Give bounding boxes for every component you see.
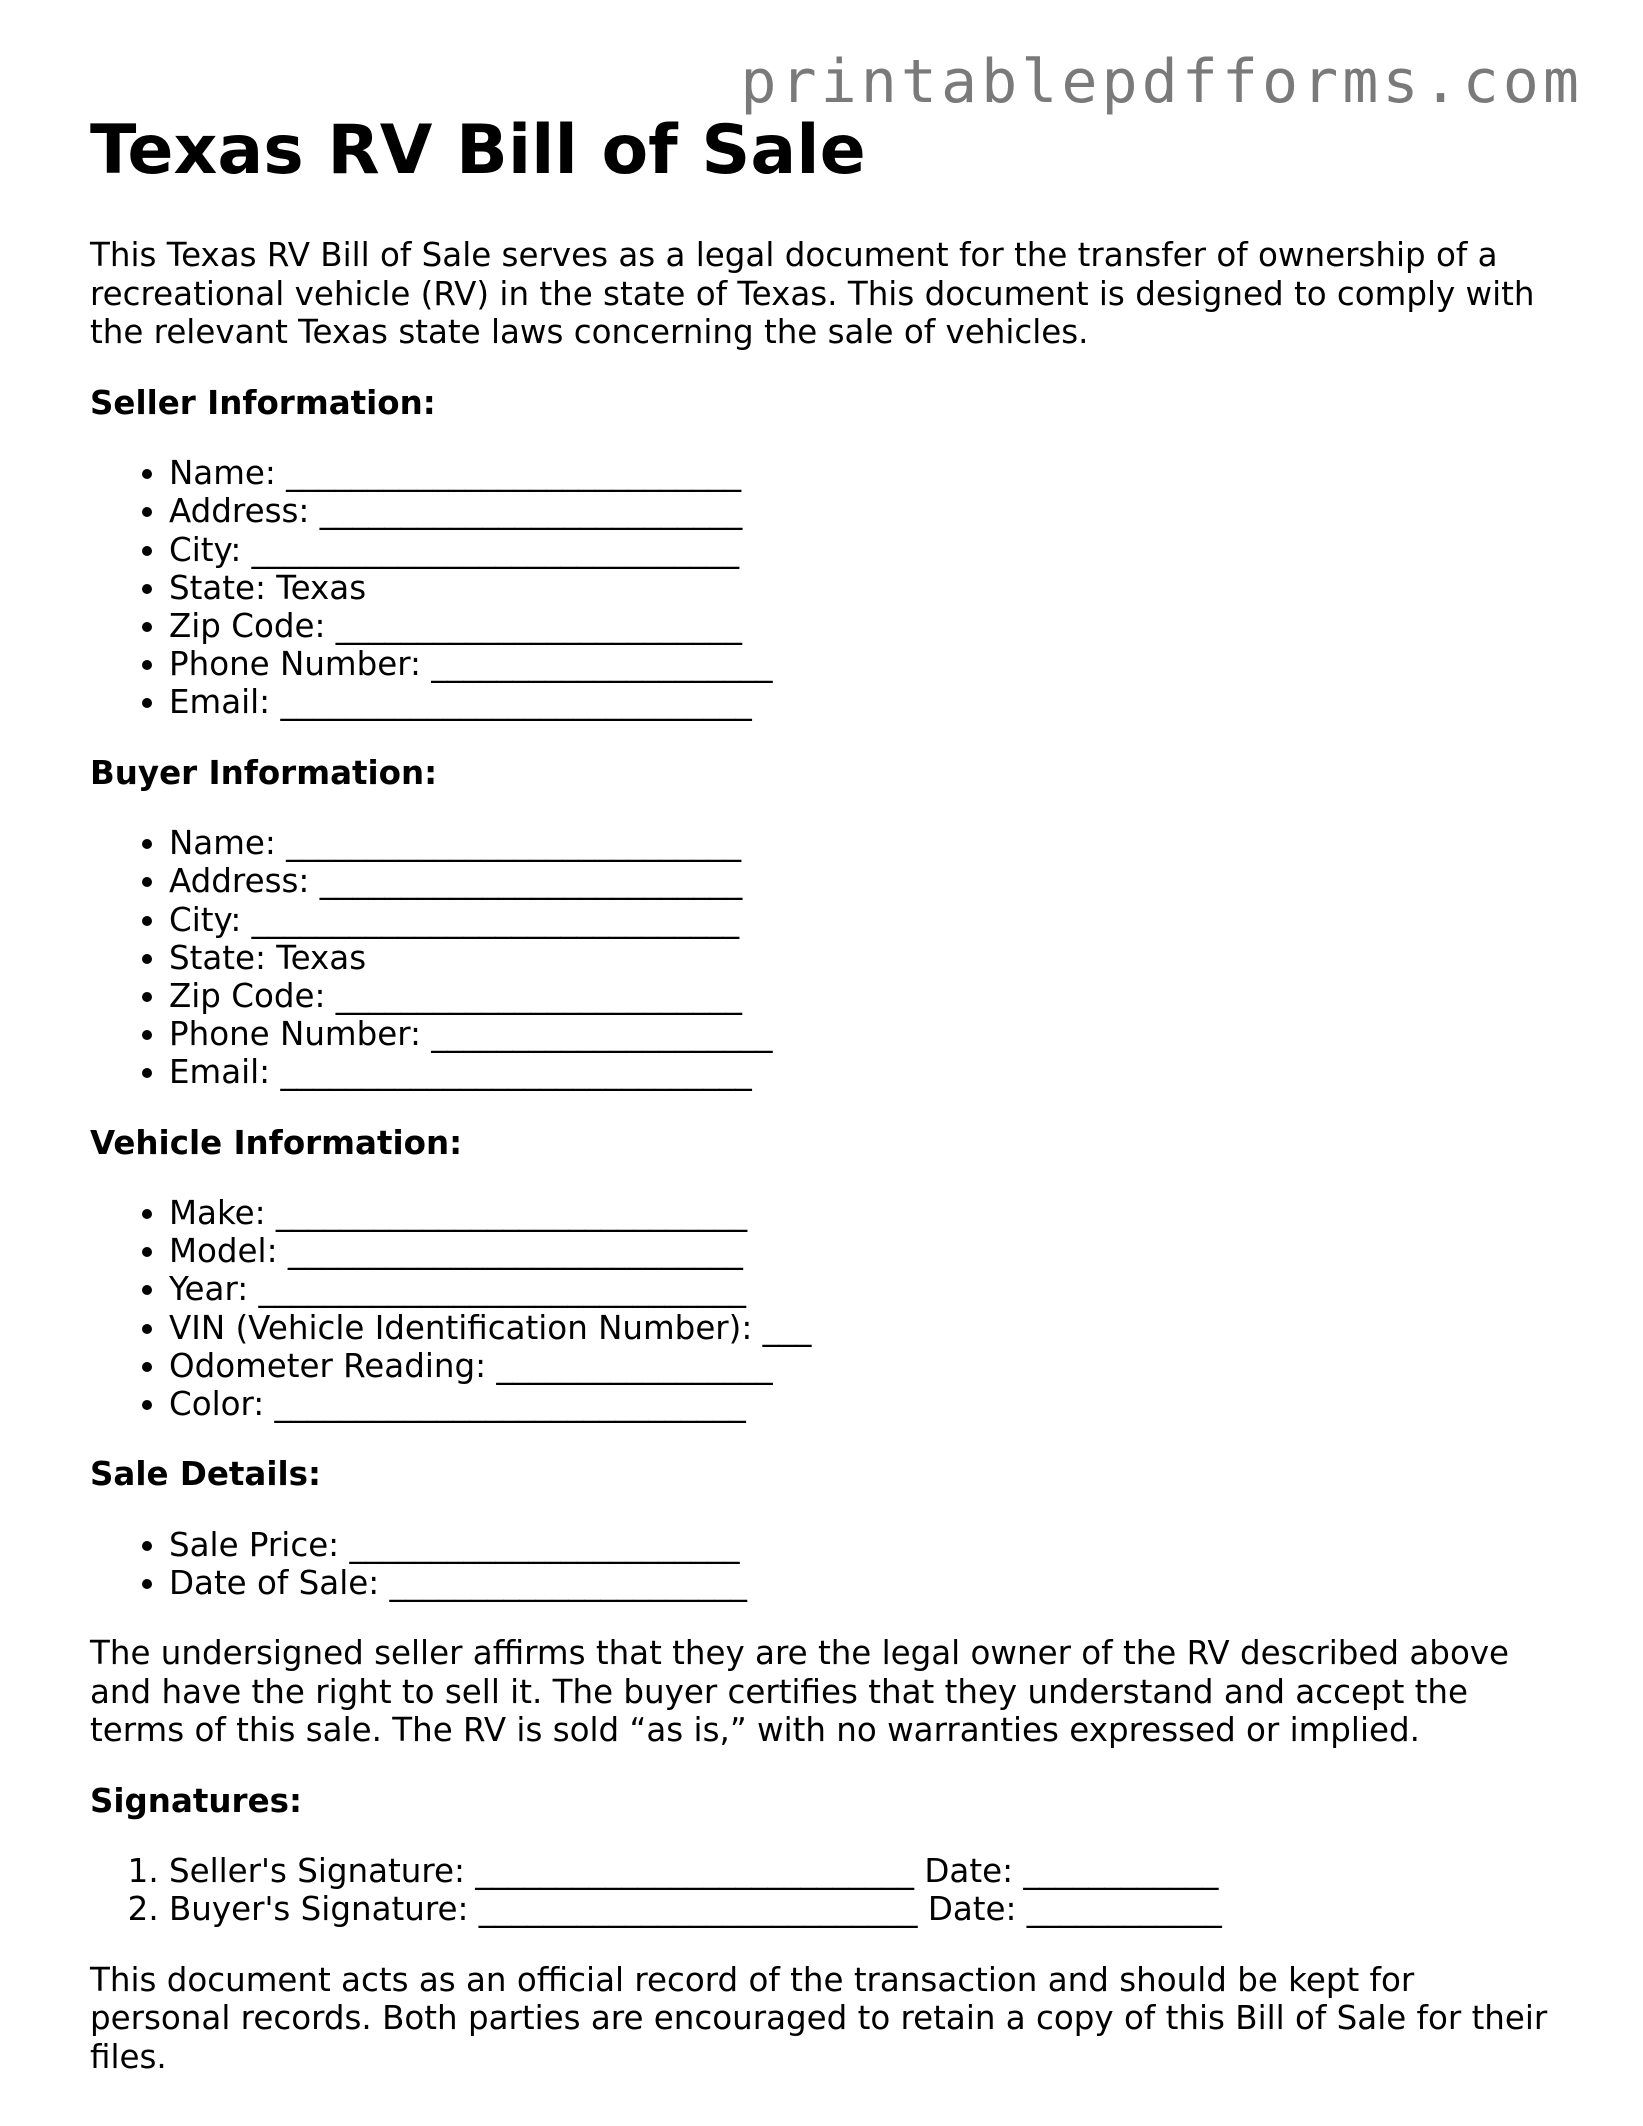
sale-date-field: • Date of Sale: ______________________ bbox=[169, 1564, 1560, 1602]
vehicle-vin-field: • VIN (Vehicle Identification Number): ___ bbox=[169, 1309, 1560, 1347]
vehicle-model-field: • Model: ____________________________ bbox=[169, 1232, 1560, 1270]
buyer-state-field: • State: Texas bbox=[169, 939, 1560, 977]
buyer-email-field: • Email: _____________________________ bbox=[169, 1053, 1560, 1091]
seller-zip-field: • Zip Code: _________________________ bbox=[169, 607, 1560, 645]
seller-name-field: • Name: ____________________________ bbox=[169, 454, 1560, 492]
seller-city-field: • City: ______________________________ bbox=[169, 531, 1560, 569]
buyer-address-field: • Address: __________________________ bbox=[169, 862, 1560, 900]
sale-list bbox=[90, 1526, 1560, 1602]
sale-heading: Sale Details: bbox=[90, 1455, 321, 1494]
buyer-list bbox=[90, 824, 1560, 1091]
vehicle-odometer-field: • Odometer Reading: _________________ bbox=[169, 1347, 1560, 1385]
watermark: printablepdfforms.com bbox=[740, 47, 1583, 117]
seller-address-field: • Address: __________________________ bbox=[169, 492, 1560, 530]
buyer-heading: Buyer Information: bbox=[90, 753, 438, 792]
sale-price-field: • Sale Price: ________________________ bbox=[169, 1526, 1560, 1564]
vehicle-list bbox=[90, 1194, 1560, 1423]
vehicle-color-field: • Color: _____________________________ bbox=[169, 1385, 1560, 1423]
vehicle-year-field: • Year: ______________________________ bbox=[169, 1270, 1560, 1308]
intro-paragraph: This Texas RV Bill of Sale serves as a legal document for the transfer of ownership of a recreational vehicle (RV) in the state of Texas. This document is designed to comply with the relevant Texas state laws concerning the sale of vehicles. bbox=[90, 236, 1535, 352]
seller-phone-field: • Phone Number: _____________________ bbox=[169, 645, 1560, 683]
buyer-phone-field: • Phone Number: _____________________ bbox=[169, 1015, 1560, 1053]
page-title: Texas RV Bill of Sale bbox=[90, 111, 866, 190]
seller-signature-line: 1. Seller's Signature: ___________________________ Date: ____________ bbox=[169, 1852, 1560, 1890]
seller-state-field: • State: Texas bbox=[169, 569, 1560, 607]
seller-email-field: • Email: _____________________________ bbox=[169, 683, 1560, 721]
signatures-list bbox=[90, 1852, 1560, 1928]
buyer-zip-field: • Zip Code: _________________________ bbox=[169, 977, 1560, 1015]
seller-list bbox=[90, 454, 1560, 721]
buyer-signature-line: 2. Buyer's Signature: ___________________________ Date: ____________ bbox=[169, 1890, 1560, 1928]
vehicle-heading: Vehicle Information: bbox=[90, 1123, 463, 1162]
affirmation-paragraph: The undersigned seller affirms that they are the legal owner of the RV described above and have the right to sell it. The buyer certifies that they understand and accept the terms of this sale. The RV is sold “as is,” with no warranties expressed or implied. bbox=[90, 1634, 1510, 1750]
closing-paragraph: This document acts as an official record of the transaction and should be kept for personal records. Both parties are encouraged to retain a copy of this Bill of Sale for their files. bbox=[90, 1960, 1548, 2076]
signatures-heading: Signatures: bbox=[90, 1781, 302, 1820]
buyer-city-field: • City: ______________________________ bbox=[169, 901, 1560, 939]
seller-heading: Seller Information: bbox=[90, 383, 436, 422]
vehicle-make-field: • Make: _____________________________ bbox=[169, 1194, 1560, 1232]
buyer-name-field: • Name: ____________________________ bbox=[169, 824, 1560, 862]
document-body bbox=[90, 112, 1560, 2108]
